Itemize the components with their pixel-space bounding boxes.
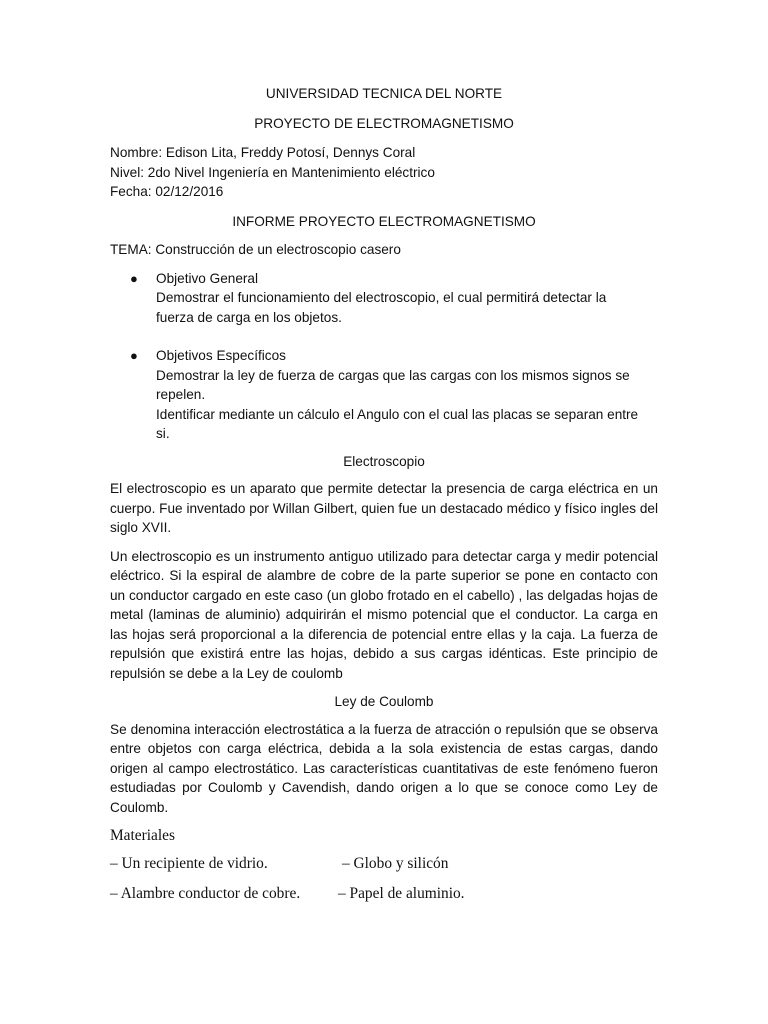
objective-line: si. [156,426,170,441]
paragraph-coulomb: Se denomina interacción electrostática a la fuerza de atracción o repulsión que se observa entre objetos con carga eléctrica, debida a la sola existencia de estas cargas, dando origen al campo electrostático. Las características cuantitativas de este fenómeno fueron estudiadas por Coulomb y Cavendish, dando origen a lo que se conoce como Ley de Coulomb. [110,721,658,815]
objective-line: Demostrar la ley de fuerza de cargas que las cargas con los mismos signos se [156,367,630,383]
document-page [110,84,658,905]
materials-row [110,883,658,905]
section-heading-coulomb: Ley de Coulomb [334,694,434,709]
bullet-icon: ● [130,348,138,363]
university-title: UNIVERSIDAD TECNICA DEL NORTE [265,86,503,101]
meta-fecha: Fecha: 02/12/2016 [110,184,224,199]
objective-title: Objetivo General [156,270,259,286]
objective-line: repelen. [156,387,206,402]
material-item: – Globo y silicón [342,855,449,872]
material-item: – Un recipiente de vidrio. [110,855,268,872]
project-title: PROYECTO DE ELECTROMAGNETISMO [254,115,514,131]
material-item: – Papel de aluminio. [338,885,465,902]
report-title: INFORME PROYECTO ELECTROMAGNETISMO [232,213,536,229]
paragraph-electroscopio-1: El electroscopio es un aparato que permite detectar la presencia de carga eléctrica en un cuerpo. Fue inventado por Willan Gilbert, quien fue un destacado médico y físico ingles del siglo XVII. [110,481,658,535]
objective-line: Identificar mediante un cálculo el Angulo con el cual las placas se separan entre [156,406,639,422]
objective-general [110,269,658,328]
objective-title: Objetivos Específicos [156,348,286,363]
meta-nombre: Nombre: Edison Lita, Freddy Potosí, Dennys Coral [110,145,416,160]
materials-heading: Materiales [110,827,175,844]
objectives-list [110,269,658,444]
objective-line: fuerza de carga en los objetos. [156,309,342,325]
material-item: – Alambre conductor de cobre. [110,885,301,902]
objective-specific [110,346,658,444]
paragraph-electroscopio-2: Un electroscopio es un instrumento antiguo utilizado para detectar carga y medir potencial eléctrico. Si la espiral de alambre de cobre de la parte superior se pone en contacto con un conductor cargado en este caso (un globo frotado en el cabello) , las delgadas hojas de metal (laminas de aluminio) adquirirán el mismo potencial que el conductor. La carga en las hojas será proporcional a la diferencia de potencial entre ellas y la caja. La fuerza de repulsión que existirá entre las hojas, debido a sus cargas idénticas. Este principio de repulsión se debe a la Ley de coulomb [110,548,658,681]
objective-line: Demostrar el funcionamiento del electroscopio, el cual permitirá detectar la [156,290,607,305]
section-heading-electroscopio: Electroscopio [343,453,425,469]
bullet-icon: ● [130,270,138,286]
meta-nivel: Nivel: 2do Nivel Ingeniería en Mantenimiento eléctrico [110,164,435,180]
materials-row [110,853,658,875]
topic-line: TEMA: Construcción de un electroscopio casero [110,242,401,257]
author-meta [110,143,658,202]
